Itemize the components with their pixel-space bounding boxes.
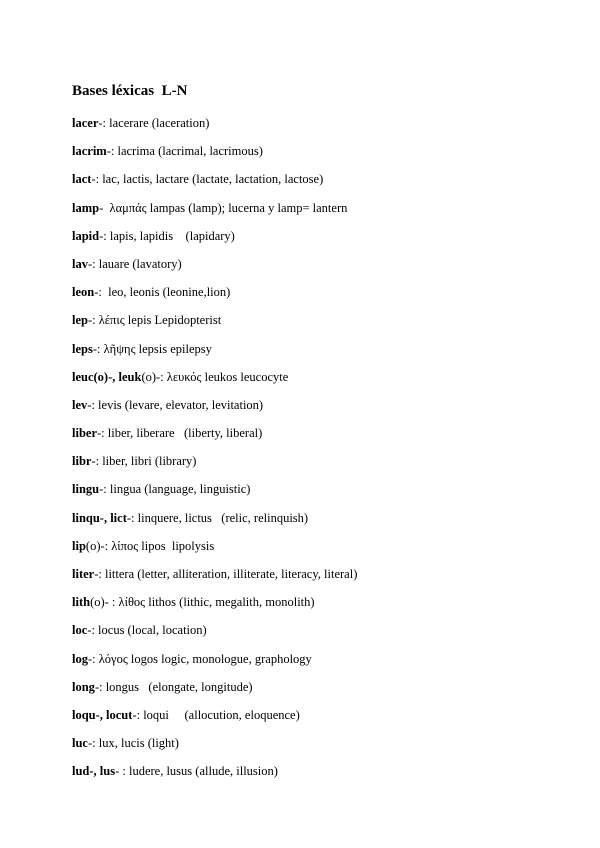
entry-root: long (72, 679, 95, 694)
entry-definition: (o)- : λίθος lithos (lithic, megalith, monolith) (90, 595, 315, 610)
entry-line (72, 142, 572, 170)
entry-line (72, 255, 572, 283)
entry-line (72, 424, 572, 452)
entry-definition: -: longus (elongate, longitude) (94, 679, 253, 694)
entry-root: libr (72, 454, 92, 469)
entry-list (72, 114, 572, 791)
entry-definition: -: λῆψης lepsis epilepsy (92, 341, 212, 356)
entry-root: leuc(o)-, leuk (72, 369, 142, 384)
entry-root: liter (72, 567, 95, 581)
entry-definition: -: levis (levare, elevator, levitation) (87, 397, 264, 412)
entry-definition: -: locus (local, location) (87, 623, 207, 638)
entry-line (72, 734, 572, 762)
entry-line (72, 114, 572, 142)
entry-root: lingu (72, 482, 100, 497)
entry-root: lav (72, 256, 88, 271)
entry-line (72, 537, 572, 565)
entry-definition: -: lingua (language, linguistic) (99, 482, 251, 497)
entry-root: loc (72, 623, 88, 638)
entry-root: lacrim (72, 144, 107, 159)
entry-line (72, 283, 572, 311)
entry-root: luc (72, 736, 88, 751)
entry-root: leps (72, 341, 93, 356)
entry-root: lamp (72, 200, 100, 215)
entry-line (72, 227, 572, 255)
entry-root: lact (72, 172, 92, 187)
entry-root: log (72, 651, 88, 666)
entry-line (72, 762, 572, 790)
entry-line (72, 621, 572, 649)
entry-line (72, 593, 572, 621)
entry-line (72, 199, 572, 227)
entry-definition: - λαμπάς lampas (lamp); lucerna y lamp= lantern (99, 200, 348, 215)
entry-definition: -: leo, leonis (leonine,lion) (94, 285, 231, 300)
entry-line (72, 565, 572, 593)
entry-line (72, 340, 572, 368)
page-title: Bases léxicas L-N (72, 83, 188, 99)
entry-definition: -: lac, lactis, lactare (lactate, lactation, lactose) (91, 172, 324, 187)
entry-root: lapid (72, 228, 100, 243)
entry-definition: -: lux, lucis (light) (87, 736, 179, 751)
entry-line (72, 650, 572, 678)
entry-line (72, 311, 572, 339)
entry-line (72, 368, 572, 396)
entry-definition: -: lacerare (laceration) (98, 116, 210, 130)
entry-definition: - : ludere, lusus (allude, illusion) (115, 764, 278, 779)
entry-root: liber (72, 426, 97, 441)
entry-definition: -: liber, liberare (liberty, liberal) (97, 426, 263, 441)
entry-definition: -: linquere, lictus (relic, relinquish) (126, 510, 309, 525)
entry-definition: -: liber, libri (library) (91, 454, 197, 469)
entry-line (72, 509, 572, 537)
entry-root: leon (72, 285, 95, 300)
entry-line (72, 396, 572, 424)
entry-definition: -: λέπις lepis Lepidopterist (87, 313, 222, 328)
entry-line (72, 170, 572, 198)
entry-root: lith (72, 595, 91, 610)
entry-definition: (o)-: λευκός leukos leucocyte (141, 369, 289, 384)
entry-line (72, 452, 572, 480)
entry-line (72, 678, 572, 706)
entry-definition: -: lacrima (lacrimal, lacrimous) (106, 144, 263, 159)
entry-root: loqu-, locut (72, 707, 133, 722)
entry-root: lip (72, 538, 86, 553)
entry-definition: -: lauare (lavatory) (87, 256, 182, 271)
entry-line (72, 480, 572, 508)
entry-root: linqu-, lict (72, 510, 127, 525)
entry-definition: -: littera (letter, alliteration, illiterate, literacy, literal) (94, 567, 358, 581)
entry-root: lev (72, 397, 88, 412)
entry-definition: -: lapis, lapidis (lapidary) (99, 228, 235, 243)
entry-root: lep (72, 313, 88, 328)
entry-definition: (o)-: λίπος lipos lipolysis (85, 538, 215, 553)
entry-root: lud-, lus (72, 764, 116, 779)
entry-root: lacer (72, 116, 99, 130)
entry-definition: -: λόγος logos logic, monologue, graphology (87, 651, 312, 666)
entry-line (72, 706, 572, 734)
entry-definition: -: loqui (allocution, eloquence) (132, 707, 300, 722)
